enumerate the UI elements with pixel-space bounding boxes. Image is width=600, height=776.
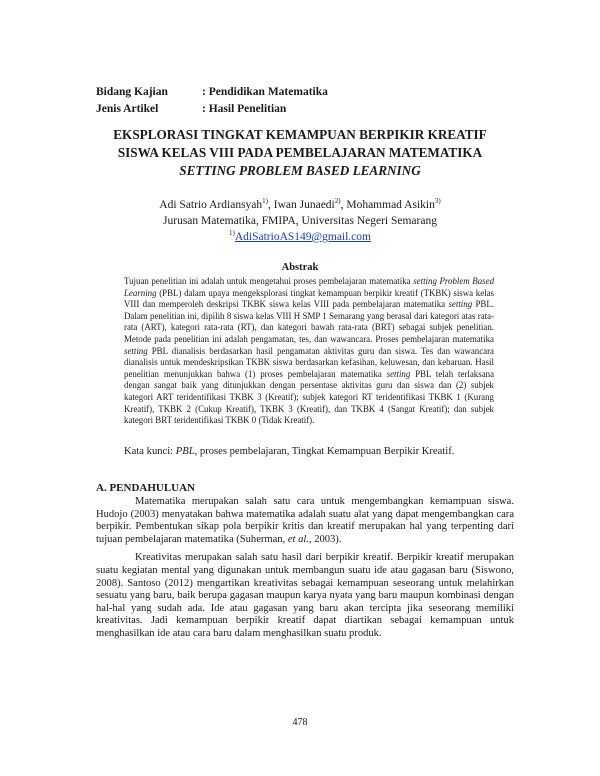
- type-row: [96, 101, 328, 118]
- author-sep-1: ,: [268, 199, 274, 211]
- abstract-part-3: PBL. Dalam penelitian ini, dipilih 8 siswa kelas VIII H SMP 1 Semarang yang berasal dari kategori atas rata-rata (ART), kategori rata-rata (RT), dan kategori bawah rata-rata (BRT) sebagai subjek penelitian. Metode pada penelitian ini adalah pengamatan, tes, dan wawancara. Proses pembelajaran matematika: [124, 299, 494, 344]
- body-text: [96, 496, 514, 647]
- abstract-part-5: PBL telah terlaksana dengan sangat baik yang ditunjukkan dengan persentase aktivitas guru dan siswa dan (2) subjek kategori ART teridentifikasi TKBK 3 (Kreatif); subjek kategori RT teridentifikasi TKBK 1 (Kurang Kreatif), TKBK 2 (Cukup Kreatif), TKBK 3 (Kreatif), dan TKBK 4 (Sangat Kreatif); dan subjek kategori BRT teridentifikasi TKBK 0 (Tidak Kreatif).: [124, 368, 495, 426]
- author-list: [60, 197, 540, 213]
- type-label: Jenis Artikel: [96, 103, 159, 115]
- field-label: Bidang Kajian: [96, 86, 168, 98]
- affiliation: Jurusan Matematika, FMIPA, Universitas Negeri Semarang: [163, 215, 437, 227]
- field-value: : Pendidikan Matematika: [202, 86, 328, 98]
- email-line: [60, 229, 540, 245]
- page-number: 478: [292, 717, 308, 728]
- author-sep-2: ,: [340, 199, 347, 211]
- article-meta: [96, 84, 328, 118]
- email-link[interactable]: AdiSatrioAS149@gmail.com: [234, 231, 371, 243]
- author-1: Adi Satrio Ardiansyah: [159, 199, 263, 211]
- abstract-italic-4: setting: [386, 368, 411, 379]
- keywords: [124, 445, 514, 458]
- abstract-part-4: PBL dianalisis berdasarkan hasil pengamatan aktivitas guru dan siswa. Tes dan wawancara dianalisis untuk mendeskripsikan TKBK siswa berdasarkan kefasihan, keluwesan, dan kebaruan. Hasil penelitian menunjukkan bahwa (1) proses pembelajaran matematika: [124, 345, 494, 379]
- keywords-label: Kata kunci:: [124, 446, 176, 457]
- abstract-part-1: Tujuan penelitian ini adalah untuk mengetahui proses pembelajaran matematika: [124, 276, 414, 286]
- title-line-2: SISWA KELAS VIII PADA PEMBELAJARAN MATEMATIKA: [117, 145, 483, 160]
- title-line-3: SETTING PROBLEM BASED LEARNING: [179, 163, 421, 178]
- keywords-rest: , proses pembelajaran, Tingkat Kemampuan Berpikir Kreatif.: [194, 446, 455, 457]
- email-sup: 1): [229, 229, 235, 237]
- author-2-sup: 2): [334, 197, 341, 205]
- abstract-part-2: (PBL) dalam upaya mengeksplorasi tingkat kemampuan berpikir kreatif (TKBK) siswa kelas VIII dan memperoleh deskripsi TKBK siswa kelas VIII pada pembelajaran matematika: [124, 287, 494, 310]
- section-heading: A. PENDAHULUAN: [96, 482, 195, 494]
- paragraph-1-a: Matematika merupakan salah satu cara untuk mengembangkan kemampuan siswa. Hudojo (2003) menyatakan bahwa matematika adalah suatu alat yang dapat mengembangkan cara berpikir. Pembentukan sikap pola berpikir kritis dan kreatif merupakan hal yang terpenting dari tujuan pembelajaran matematika (Suherman,: [96, 496, 514, 545]
- author-1-sup: 1): [262, 197, 268, 205]
- author-3: Mohammad Asikin: [346, 199, 435, 211]
- paragraph-1-italic: et al.: [287, 533, 309, 545]
- paragraph-2: Kreativitas merupakan salah satu hasil dari berpikir kreatif. Berpikir kreatif merupakan suatu kegiatan mental yang digunakan untuk membangun suatu ide atau gagasan baru (Siswono, 2008). Santoso (2012) mengartikan kreativitas sebagai kemampuan seseorang untuk melahirkan sesuatu yang baru, baik berupa gagasan maupun karya nyata yang baru maupun kombinasi dengan hal-hal yang sudah ada. Ide atau gagasan yang baru akan tercipta jika seseorang memiliki kreativitas. Jadi kemampuan berpikir kreatif dapat diartikan sebagai kemampuan untuk menghasilkan ide atau cara baru dalam menghasilkan suatu produk.: [96, 552, 514, 639]
- title-line-1: EKSPLORASI TINGKAT KEMAMPUAN BERPIKIR KREATIF: [113, 127, 487, 142]
- paper-title: [60, 126, 540, 180]
- paragraph-1: [96, 496, 514, 546]
- abstract-text: [124, 276, 494, 427]
- type-value: : Hasil Penelitian: [202, 103, 287, 115]
- keyword-italic: PBL: [175, 446, 195, 457]
- paragraph-1-b: , 2003).: [308, 533, 342, 545]
- author-2: Iwan Junaedi: [273, 199, 335, 211]
- abstract-body: [124, 276, 494, 427]
- author-3-sup: 3): [434, 197, 441, 205]
- author-block: [60, 197, 540, 245]
- field-row: [96, 84, 328, 101]
- abstract-italic-1: setting Problem Based Learning: [124, 276, 495, 298]
- abstract-italic-3: setting: [124, 345, 148, 356]
- abstract-italic-2: setting: [448, 299, 473, 310]
- abstract-heading: Abstrak: [281, 262, 319, 273]
